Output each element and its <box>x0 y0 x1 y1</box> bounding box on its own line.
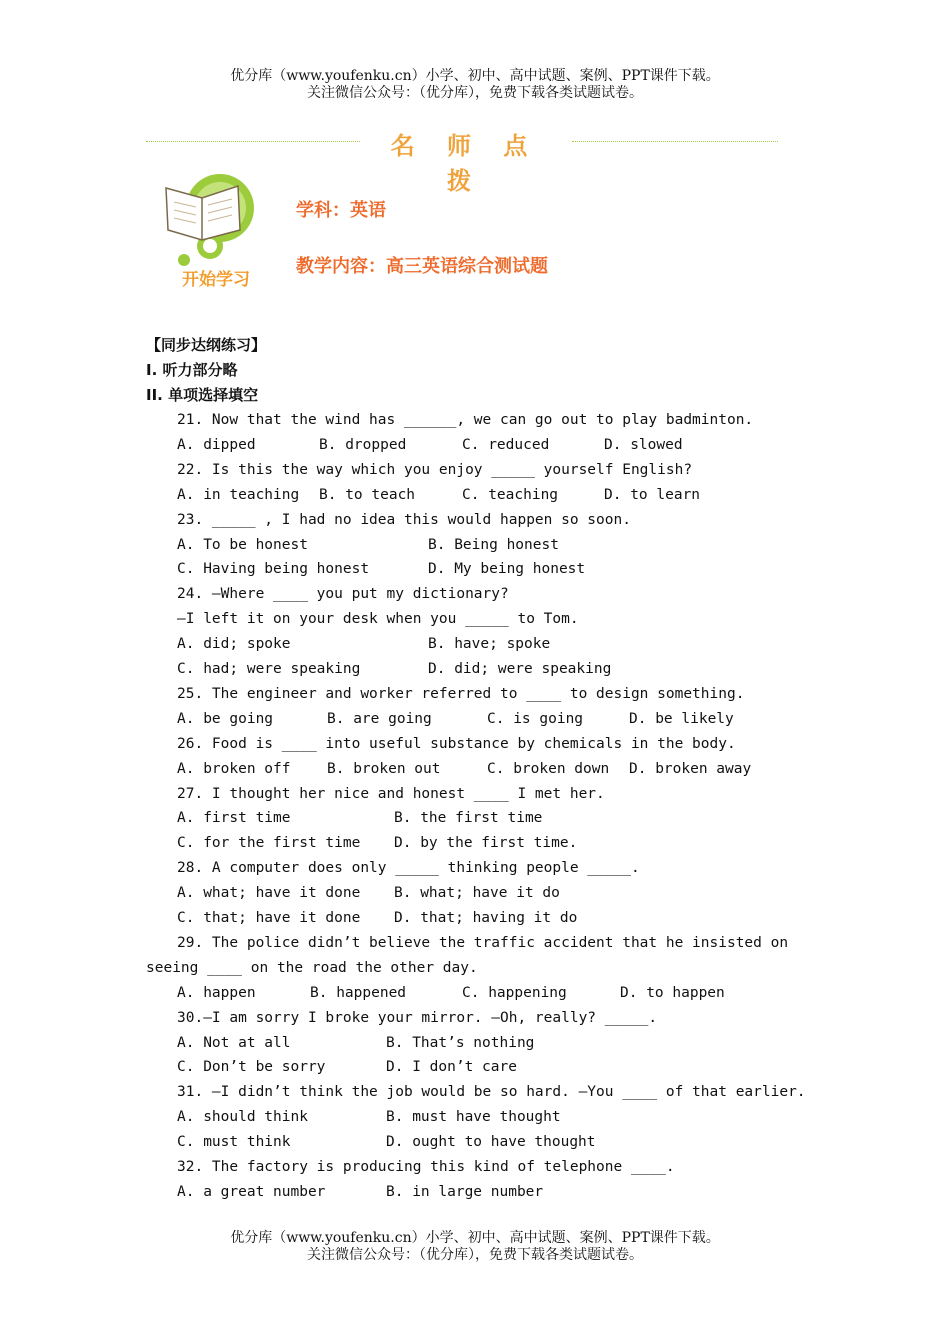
question-line: 27. I thought her nice and honest ____ I met her. <box>177 786 605 802</box>
answer-option: C. broken down <box>487 761 610 777</box>
section-sync-title: 【同步达纲练习】 <box>146 336 267 354</box>
question-line: seeing ____ on the road the other day. <box>146 960 478 976</box>
answer-option: A. broken off <box>177 761 291 777</box>
header-line-2: 关注微信公众号：（优分库），免费下载各类试题试卷。 <box>307 85 643 101</box>
answer-option: D. I don’t care <box>386 1059 517 1075</box>
answer-option: B. must have thought <box>386 1109 561 1125</box>
answer-option: A. happen <box>177 985 256 1001</box>
answer-option: D. broken away <box>629 761 752 777</box>
answer-option: B. the first time <box>394 810 543 826</box>
answer-option: C. reduced <box>462 437 550 453</box>
answer-option: B. have; spoke <box>428 636 551 652</box>
question-line: 24. —Where ____ you put my dictionary? <box>177 586 509 602</box>
banner-title: 名 师 点 拨 <box>390 132 540 195</box>
question-line: 30.—I am sorry I broke your mirror. —Oh, really? _____. <box>177 1010 658 1026</box>
answer-option: D. be likely <box>629 711 734 727</box>
answer-option: B. Being honest <box>428 537 559 553</box>
answer-option: C. that; have it done <box>177 910 361 926</box>
answer-option: A. in teaching <box>177 487 300 503</box>
section-single-choice-title: II. 单项选择填空 <box>146 386 259 404</box>
section-listening-title: I. 听力部分略 <box>146 361 238 379</box>
question-line: —I left it on your desk when you _____ to Tom. <box>177 611 579 627</box>
banner-left-divider <box>146 141 360 142</box>
answer-option: A. Not at all <box>177 1035 291 1051</box>
question-line: 32. The factory is producing this kind of telephone ____. <box>177 1159 675 1175</box>
answer-option: A. be going <box>177 711 274 727</box>
answer-option: C. must think <box>177 1134 291 1150</box>
page-footer <box>0 1230 950 1264</box>
answer-option: C. had; were speaking <box>177 661 361 677</box>
question-line: 29. The police didn’t believe the traffic accident that he insisted on <box>177 935 789 951</box>
answer-option: D. to learn <box>604 487 701 503</box>
answer-option: A. dipped <box>177 437 256 453</box>
answer-option: C. is going <box>487 711 584 727</box>
banner-right-divider <box>572 141 778 142</box>
answer-option: C. for the first time <box>177 835 361 851</box>
answer-option: D. did; were speaking <box>428 661 612 677</box>
answer-option: B. to teach <box>319 487 416 503</box>
answer-option: D. to happen <box>620 985 725 1001</box>
question-line: 26. Food is ____ into useful substance by chemicals in the body. <box>177 736 736 752</box>
answer-option: B. are going <box>327 711 432 727</box>
banner <box>146 126 778 195</box>
page-header <box>0 68 950 102</box>
answer-option: A. a great number <box>177 1184 326 1200</box>
subject-label: 学科：英语 <box>296 200 386 221</box>
answer-option: D. ought to have thought <box>386 1134 596 1150</box>
answer-option: B. That’s nothing <box>386 1035 535 1051</box>
question-line: 25. The engineer and worker referred to ____ to design something. <box>177 686 745 702</box>
answer-option: A. To be honest <box>177 537 308 553</box>
footer-line-1: 优分库（www.youfenku.cn）小学、初中、高中试题、案例、PPT课件下载。 <box>230 1230 720 1246</box>
question-line: 31. —I didn’t think the job would be so hard. —You ____ of that earlier. <box>177 1084 806 1100</box>
content-label: 教学内容：高三英语综合测试题 <box>296 256 548 277</box>
question-line: 21. Now that the wind has ______, we can go out to play badminton. <box>177 412 754 428</box>
answer-option: C. Having being honest <box>177 561 370 577</box>
answer-option: C. happening <box>462 985 567 1001</box>
question-line: 28. A computer does only _____ thinking people _____. <box>177 860 640 876</box>
answer-option: A. first time <box>177 810 291 826</box>
answer-option: D. My being honest <box>428 561 586 577</box>
answer-option: C. teaching <box>462 487 559 503</box>
answer-option: B. dropped <box>319 437 407 453</box>
answer-option: B. in large number <box>386 1184 544 1200</box>
answer-option: B. broken out <box>327 761 441 777</box>
open-book-logo <box>160 172 270 290</box>
footer-line-2: 关注微信公众号：（优分库），免费下载各类试题试卷。 <box>307 1247 643 1263</box>
answer-option: D. that; having it do <box>394 910 578 926</box>
answer-option: A. should think <box>177 1109 308 1125</box>
question-line: 22. Is this the way which you enjoy _____ yourself English? <box>177 462 693 478</box>
answer-option: B. what; have it do <box>394 885 560 901</box>
answer-option: D. slowed <box>604 437 683 453</box>
answer-option: A. did; spoke <box>177 636 291 652</box>
answer-option: B. happened <box>310 985 407 1001</box>
answer-option: D. by the first time. <box>394 835 578 851</box>
header-line-1: 优分库（www.youfenku.cn）小学、初中、高中试题、案例、PPT课件下载。 <box>230 68 720 84</box>
question-line: 23. _____ , I had no idea this would happen so soon. <box>177 512 631 528</box>
logo-label: 开始学习 <box>182 270 250 290</box>
answer-option: C. Don’t be sorry <box>177 1059 326 1075</box>
answer-option: A. what; have it done <box>177 885 361 901</box>
